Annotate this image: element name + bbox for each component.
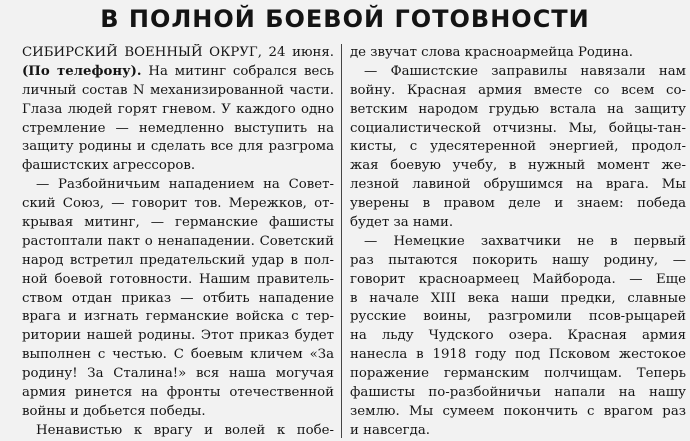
text-line: ритории нашей родины. Этот приказ будет: [22, 328, 334, 344]
article-column-right: [350, 44, 686, 441]
text-line: врага и изгнать германские войска с тер-: [22, 309, 334, 325]
text-line: ной боевой готовности. Нашим правитель-: [22, 271, 334, 287]
text-line: народ встретил предательский удар в пол-: [22, 252, 334, 268]
text-line: родину! За Сталина!» вся наша могучая: [22, 366, 334, 382]
text-line: и навсегда.: [350, 422, 430, 438]
text-line: землю. Мы сумеем покончить с врагом раз: [350, 403, 686, 419]
text-line: на льду Чудского озера. Красная армия: [350, 328, 686, 344]
text-line: в начале XIII века наши предки, славные: [350, 290, 686, 306]
text-line: фашисты по-разбойничьи напали на нашу: [350, 385, 686, 401]
text-line: крывая митинг, — германские фашисты: [22, 215, 334, 231]
text-line: выполнен с честью. С боевым кличем «За: [22, 347, 334, 363]
column-divider: [341, 44, 342, 438]
text-line: (По телефону). На митинг собрался весь: [22, 63, 334, 79]
text-line: жая боевую учебу, в нужный момент же-: [350, 158, 686, 174]
text-line: де звучат слова красноармейца Родина.: [350, 45, 633, 60]
text-line: — Фашистские заправилы навязали нам: [364, 63, 686, 79]
by-telephone-label: (По телефону).: [22, 63, 142, 79]
text-line: растоптали пакт о ненападении. Советский: [22, 233, 334, 249]
text-line: армия ринется на фронты отечественной: [22, 385, 334, 401]
article-headline: В ПОЛНОЙ БОЕВОЙ ГОТОВНОСТИ: [100, 5, 590, 33]
text-line: личный состав N механизированной части.: [22, 82, 334, 98]
text-line: Ненавистью к врагу и волей к побе-: [36, 422, 334, 438]
text-line: фашистских агрессоров.: [22, 158, 196, 174]
text-line: войны и добьется победы.: [22, 403, 206, 419]
text-line: будет за нами.: [350, 215, 454, 231]
text-line: войну. Красная армия вместе со всем со-: [350, 82, 686, 98]
text-line: лезной лавиной обрушимся на врага. Мы: [350, 177, 686, 193]
text-line: — Разбойничьим нападением на Совет-: [36, 177, 334, 193]
text-line: стремление — немедленно выступить на: [22, 120, 334, 136]
article-column-left: [22, 44, 334, 441]
text-line: защиту родины и сделать все для разгрома: [22, 139, 334, 155]
text-line: поражение германским полчищам. Теперь: [350, 366, 686, 382]
text-line: нанесла в 1918 году под Псковом жестокое: [350, 347, 686, 363]
text-line: говорит красноармеец Майборода. — Еще: [350, 271, 686, 287]
text-line: ством отдан приказ — отбить нападение: [22, 290, 334, 306]
text-line: — Немецкие захватчики не в первый: [364, 233, 686, 249]
text-line: уверены в правом деле и знаем: победа: [350, 196, 686, 212]
text-line: ский Союз, — говорит тов. Мережков, от-: [22, 196, 334, 212]
text-line: СИБИРСКИЙ ВОЕННЫЙ ОКРУГ, 24 июня.: [22, 45, 334, 60]
text-line: русские воины, разгромили псов-рыцарей: [350, 309, 686, 325]
text-line: социалистической отчизны. Мы, бойцы-тан-: [350, 120, 686, 136]
text-line: Глаза людей горят гневом. У каждого одно: [22, 101, 334, 117]
text-line: раз пытаются покорить нашу родину, —: [350, 252, 686, 268]
text-line: кисты, с удесятеренной энергией, продол-: [350, 139, 686, 155]
text-line: ветским народом грудью встала на защиту: [350, 101, 686, 117]
